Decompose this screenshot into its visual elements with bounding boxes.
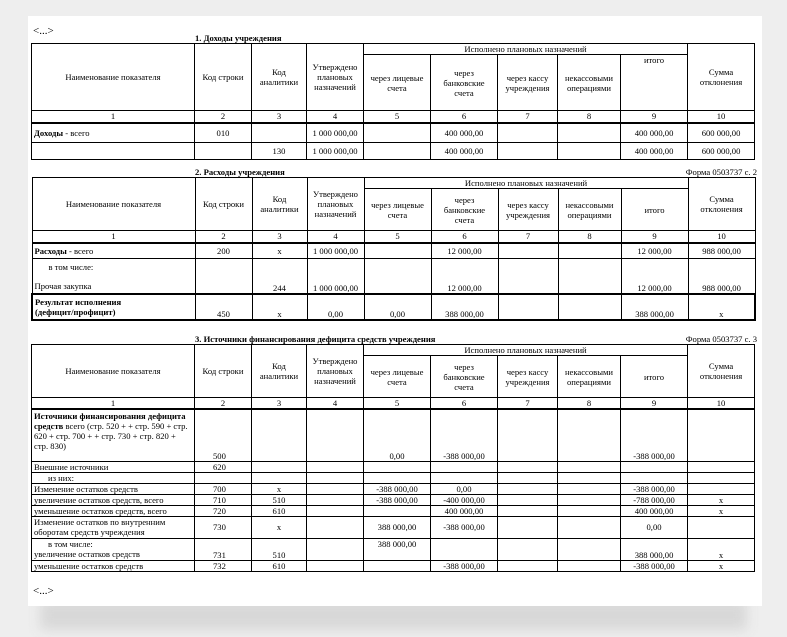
cell: [498, 259, 558, 294]
row-name: [32, 143, 195, 160]
cell: [688, 472, 755, 483]
cell: [364, 461, 431, 472]
cell: 1 000 000,00: [307, 123, 364, 143]
cell: [498, 560, 558, 571]
header-name: Наименование показателя: [32, 178, 195, 231]
colnum: 6: [431, 111, 498, 123]
row-name: уменьшение остатков средств, всего: [32, 505, 195, 516]
cell: [621, 461, 688, 472]
cell: 400 000,00: [431, 505, 498, 516]
header-executed: Исполнено плановых назначений: [364, 44, 688, 55]
cell: 12 000,00: [621, 259, 688, 294]
section3-title: 3. Источники финансирования дефицита средств учреждения: [195, 334, 436, 344]
cell: 0,00: [431, 483, 498, 494]
colnum: 3: [252, 398, 307, 410]
cell: -388 000,00: [431, 560, 498, 571]
expenses-table: [31, 177, 756, 321]
cell: 610: [252, 505, 307, 516]
row-name: из них:: [32, 472, 195, 483]
colnum: 10: [688, 398, 755, 410]
colnum: 4: [307, 398, 364, 410]
cell: 400 000,00: [621, 143, 688, 160]
cell: -388 000,00: [364, 494, 431, 505]
cell: 010: [195, 123, 252, 143]
cell: [431, 461, 498, 472]
cell: 400 000,00: [431, 123, 498, 143]
cell: [364, 243, 431, 259]
cell: [558, 516, 621, 538]
header-noncash: некассовыми операциями: [558, 55, 621, 111]
cell: 720: [195, 505, 252, 516]
colnum: 2: [195, 111, 252, 123]
ellipsis-top: <...>: [33, 25, 54, 37]
header-total: итого: [621, 356, 688, 398]
cell: 700: [195, 483, 252, 494]
table-row: [32, 143, 755, 160]
cell: [431, 538, 498, 560]
colnum: 7: [498, 231, 558, 243]
cell: 0,00: [621, 516, 688, 538]
cell: 988 000,00: [688, 243, 755, 259]
header-analytics: Код аналитики: [252, 178, 307, 231]
table-row: [32, 461, 755, 472]
row-name: Расходы - всего: [32, 243, 195, 259]
header-bank: через банковские счета: [431, 189, 498, 231]
section1-title: 1. Доходы учреждения: [195, 33, 282, 43]
header-executed: Исполнено плановых назначений: [364, 178, 688, 189]
cell: [307, 483, 364, 494]
header-bank: через банковские счета: [431, 55, 498, 111]
table-row: [32, 294, 755, 320]
cell: [498, 505, 558, 516]
cell: 710: [195, 494, 252, 505]
cell: 388 000,00: [621, 294, 688, 320]
column-numbers-row: [32, 398, 755, 410]
table-row: [32, 516, 755, 538]
section2-title: 2. Расходы учреждения: [195, 167, 285, 177]
cell: 730: [195, 516, 252, 538]
cell: [688, 516, 755, 538]
cell: 400 000,00: [431, 143, 498, 160]
cell: [498, 516, 558, 538]
header-cash: через кассу учреждения: [498, 189, 558, 231]
cell: x: [252, 243, 307, 259]
cell: [688, 483, 755, 494]
cell: [558, 560, 621, 571]
header-code: Код строки: [195, 178, 252, 231]
income-table: [31, 43, 755, 160]
row-name: Источники финансирования дефицита средств всего (стр. 520 + + стр. 590 + стр. 620 + стр. 700 + + стр. 730 + стр. 820 + стр. 830): [32, 409, 195, 461]
cell: [307, 505, 364, 516]
cell: -788 000,00: [621, 494, 688, 505]
header-approved: Утверждено плановых назначений: [307, 178, 364, 231]
colnum: 7: [498, 111, 558, 123]
cell: x: [252, 516, 307, 538]
row-name: в том числе: увеличение остатков средств: [32, 538, 195, 560]
header-noncash: некассовыми операциями: [558, 189, 621, 231]
cell: [558, 461, 621, 472]
cell: [498, 143, 558, 160]
cell: [558, 472, 621, 483]
colnum: 2: [195, 398, 252, 410]
header-analytics: Код аналитики: [252, 345, 307, 398]
header-total: итого: [621, 189, 688, 231]
cell: x: [688, 560, 755, 571]
cell: [498, 494, 558, 505]
cell: [431, 472, 498, 483]
cell: [252, 472, 307, 483]
cell: 388 000,00: [364, 516, 431, 538]
cell: [498, 409, 558, 461]
header-personal: через лицевые счета: [364, 55, 431, 111]
colnum: 1: [32, 398, 195, 410]
colnum: 8: [558, 398, 621, 410]
cell: 0,00: [307, 294, 364, 320]
ellipsis-bottom: <...>: [33, 585, 54, 597]
table-row: [32, 259, 755, 294]
colnum: 4: [307, 231, 364, 243]
cell: [195, 472, 252, 483]
cell: 400 000,00: [621, 123, 688, 143]
header-deviation: Сумма отклонения: [688, 44, 755, 111]
cell: [558, 409, 621, 461]
cell: 0,00: [364, 409, 431, 461]
table-row: [32, 505, 755, 516]
cell: 388 000,00: [364, 538, 431, 560]
cell: [252, 409, 307, 461]
cell: x: [688, 494, 755, 505]
cell: 510: [252, 538, 307, 560]
header-personal: через лицевые счета: [364, 356, 431, 398]
row-name: Доходы - всего: [32, 123, 195, 143]
header-name: Наименование показателя: [32, 44, 195, 111]
cell: [498, 472, 558, 483]
colnum: 1: [32, 111, 195, 123]
cell: [307, 560, 364, 571]
cell: -400 000,00: [431, 494, 498, 505]
cell: [558, 123, 621, 143]
cell: [307, 409, 364, 461]
cell: x: [688, 505, 755, 516]
header-approved: Утверждено плановых назначений: [307, 345, 364, 398]
header-cash: через кассу учреждения: [498, 55, 558, 111]
cell: 12 000,00: [431, 259, 498, 294]
document-page: [28, 16, 762, 606]
cell: [252, 123, 307, 143]
table-row: [32, 472, 755, 483]
header-bank: через банковские счета: [431, 356, 498, 398]
cell: [364, 472, 431, 483]
cell: -388 000,00: [431, 409, 498, 461]
cell: [621, 472, 688, 483]
cell: 988 000,00: [688, 259, 755, 294]
table-row: [32, 123, 755, 143]
header-code: Код строки: [195, 44, 252, 111]
colnum: 8: [558, 231, 621, 243]
row-name: Внешние источники: [32, 461, 195, 472]
cell: [307, 461, 364, 472]
colnum: 6: [431, 231, 498, 243]
table-row: [32, 560, 755, 571]
cell: [558, 538, 621, 560]
cell: 244: [252, 259, 307, 294]
cell: 510: [252, 494, 307, 505]
cell: 500: [195, 409, 252, 461]
cell: [558, 483, 621, 494]
cell: -388 000,00: [621, 560, 688, 571]
cell: [498, 123, 558, 143]
cell: [498, 461, 558, 472]
cell: 1 000 000,00: [307, 243, 364, 259]
colnum: 9: [621, 231, 688, 243]
cell: -388 000,00: [364, 483, 431, 494]
colnum: 10: [688, 111, 755, 123]
cell: [498, 483, 558, 494]
cell: x: [688, 294, 755, 320]
cell: [307, 538, 364, 560]
colnum: 10: [688, 231, 755, 243]
cell: 1 000 000,00: [307, 143, 364, 160]
row-name: Результат исполнения (дефицит/профицит): [32, 294, 195, 320]
cell: [498, 294, 558, 320]
cell: [558, 143, 621, 160]
cell: 600 000,00: [688, 123, 755, 143]
header-analytics: Код аналитики: [252, 44, 307, 111]
cell: 388 000,00: [431, 294, 498, 320]
section2-form-label: Форма 0503737 с. 2: [685, 167, 757, 177]
cell: 130: [252, 143, 307, 160]
colnum: 4: [307, 111, 364, 123]
cell: 12 000,00: [431, 243, 498, 259]
colnum: 1: [32, 231, 195, 243]
cell: [252, 461, 307, 472]
cell: [307, 516, 364, 538]
cell: [558, 494, 621, 505]
row-name: в том числе: Прочая закупка: [32, 259, 195, 294]
cell: 1 000 000,00: [307, 259, 364, 294]
row-name: увеличение остатков средств, всего: [32, 494, 195, 505]
table-row: [32, 494, 755, 505]
cell: x: [252, 483, 307, 494]
header-personal: через лицевые счета: [364, 189, 431, 231]
cell: [195, 259, 252, 294]
column-numbers-row: [32, 111, 755, 123]
cell: 450: [195, 294, 252, 320]
table-row: [32, 538, 755, 560]
colnum: 6: [431, 398, 498, 410]
cell: [307, 494, 364, 505]
colnum: 3: [252, 111, 307, 123]
header-code: Код строки: [195, 345, 252, 398]
cell: [364, 123, 431, 143]
cell: -388 000,00: [431, 516, 498, 538]
cell: [195, 143, 252, 160]
table-row: [32, 483, 755, 494]
colnum: 3: [252, 231, 307, 243]
colnum: 9: [621, 398, 688, 410]
cell: 388 000,00: [621, 538, 688, 560]
cell: x: [252, 294, 307, 320]
sources-table: [31, 344, 755, 572]
cell: [558, 294, 621, 320]
cell: [688, 409, 755, 461]
row-name: Изменение остатков средств: [32, 483, 195, 494]
cell: x: [688, 538, 755, 560]
cell: 620: [195, 461, 252, 472]
colnum: 2: [195, 231, 252, 243]
header-total: итого: [621, 55, 688, 111]
cell: 400 000,00: [621, 505, 688, 516]
header-name: Наименование показателя: [32, 345, 195, 398]
colnum: 8: [558, 111, 621, 123]
cell: 0,00: [364, 294, 431, 320]
cell: [364, 143, 431, 160]
cell: [364, 560, 431, 571]
cell: [498, 243, 558, 259]
cell: [558, 505, 621, 516]
section3-form-label: Форма 0503737 с. 3: [685, 334, 757, 344]
cell: [364, 505, 431, 516]
cell: [498, 538, 558, 560]
header-approved: Утверждено плановых назначений: [307, 44, 364, 111]
colnum: 5: [364, 111, 431, 123]
header-executed: Исполнено плановых назначений: [364, 345, 688, 356]
header-deviation: Сумма отклонения: [688, 178, 755, 231]
table-row: [32, 243, 755, 259]
colnum: 5: [364, 231, 431, 243]
colnum: 7: [498, 398, 558, 410]
cell: [307, 472, 364, 483]
cell: 12 000,00: [621, 243, 688, 259]
cell: [558, 243, 621, 259]
cell: -388 000,00: [621, 483, 688, 494]
cell: -388 000,00: [621, 409, 688, 461]
cell: 200: [195, 243, 252, 259]
cell: 610: [252, 560, 307, 571]
colnum: 5: [364, 398, 431, 410]
cell: [558, 259, 621, 294]
row-name: уменьшение остатков средств: [32, 560, 195, 571]
header-cash: через кассу учреждения: [498, 356, 558, 398]
cell: [688, 461, 755, 472]
table-row: [32, 409, 755, 461]
column-numbers-row: [32, 231, 755, 243]
header-deviation: Сумма отклонения: [688, 345, 755, 398]
colnum: 9: [621, 111, 688, 123]
cell: 731: [195, 538, 252, 560]
cell: 732: [195, 560, 252, 571]
cell: 600 000,00: [688, 143, 755, 160]
cell: [364, 259, 431, 294]
row-name: Изменение остатков по внутренним оборотам средств учреждения: [32, 516, 195, 538]
header-noncash: некассовыми операциями: [558, 356, 621, 398]
